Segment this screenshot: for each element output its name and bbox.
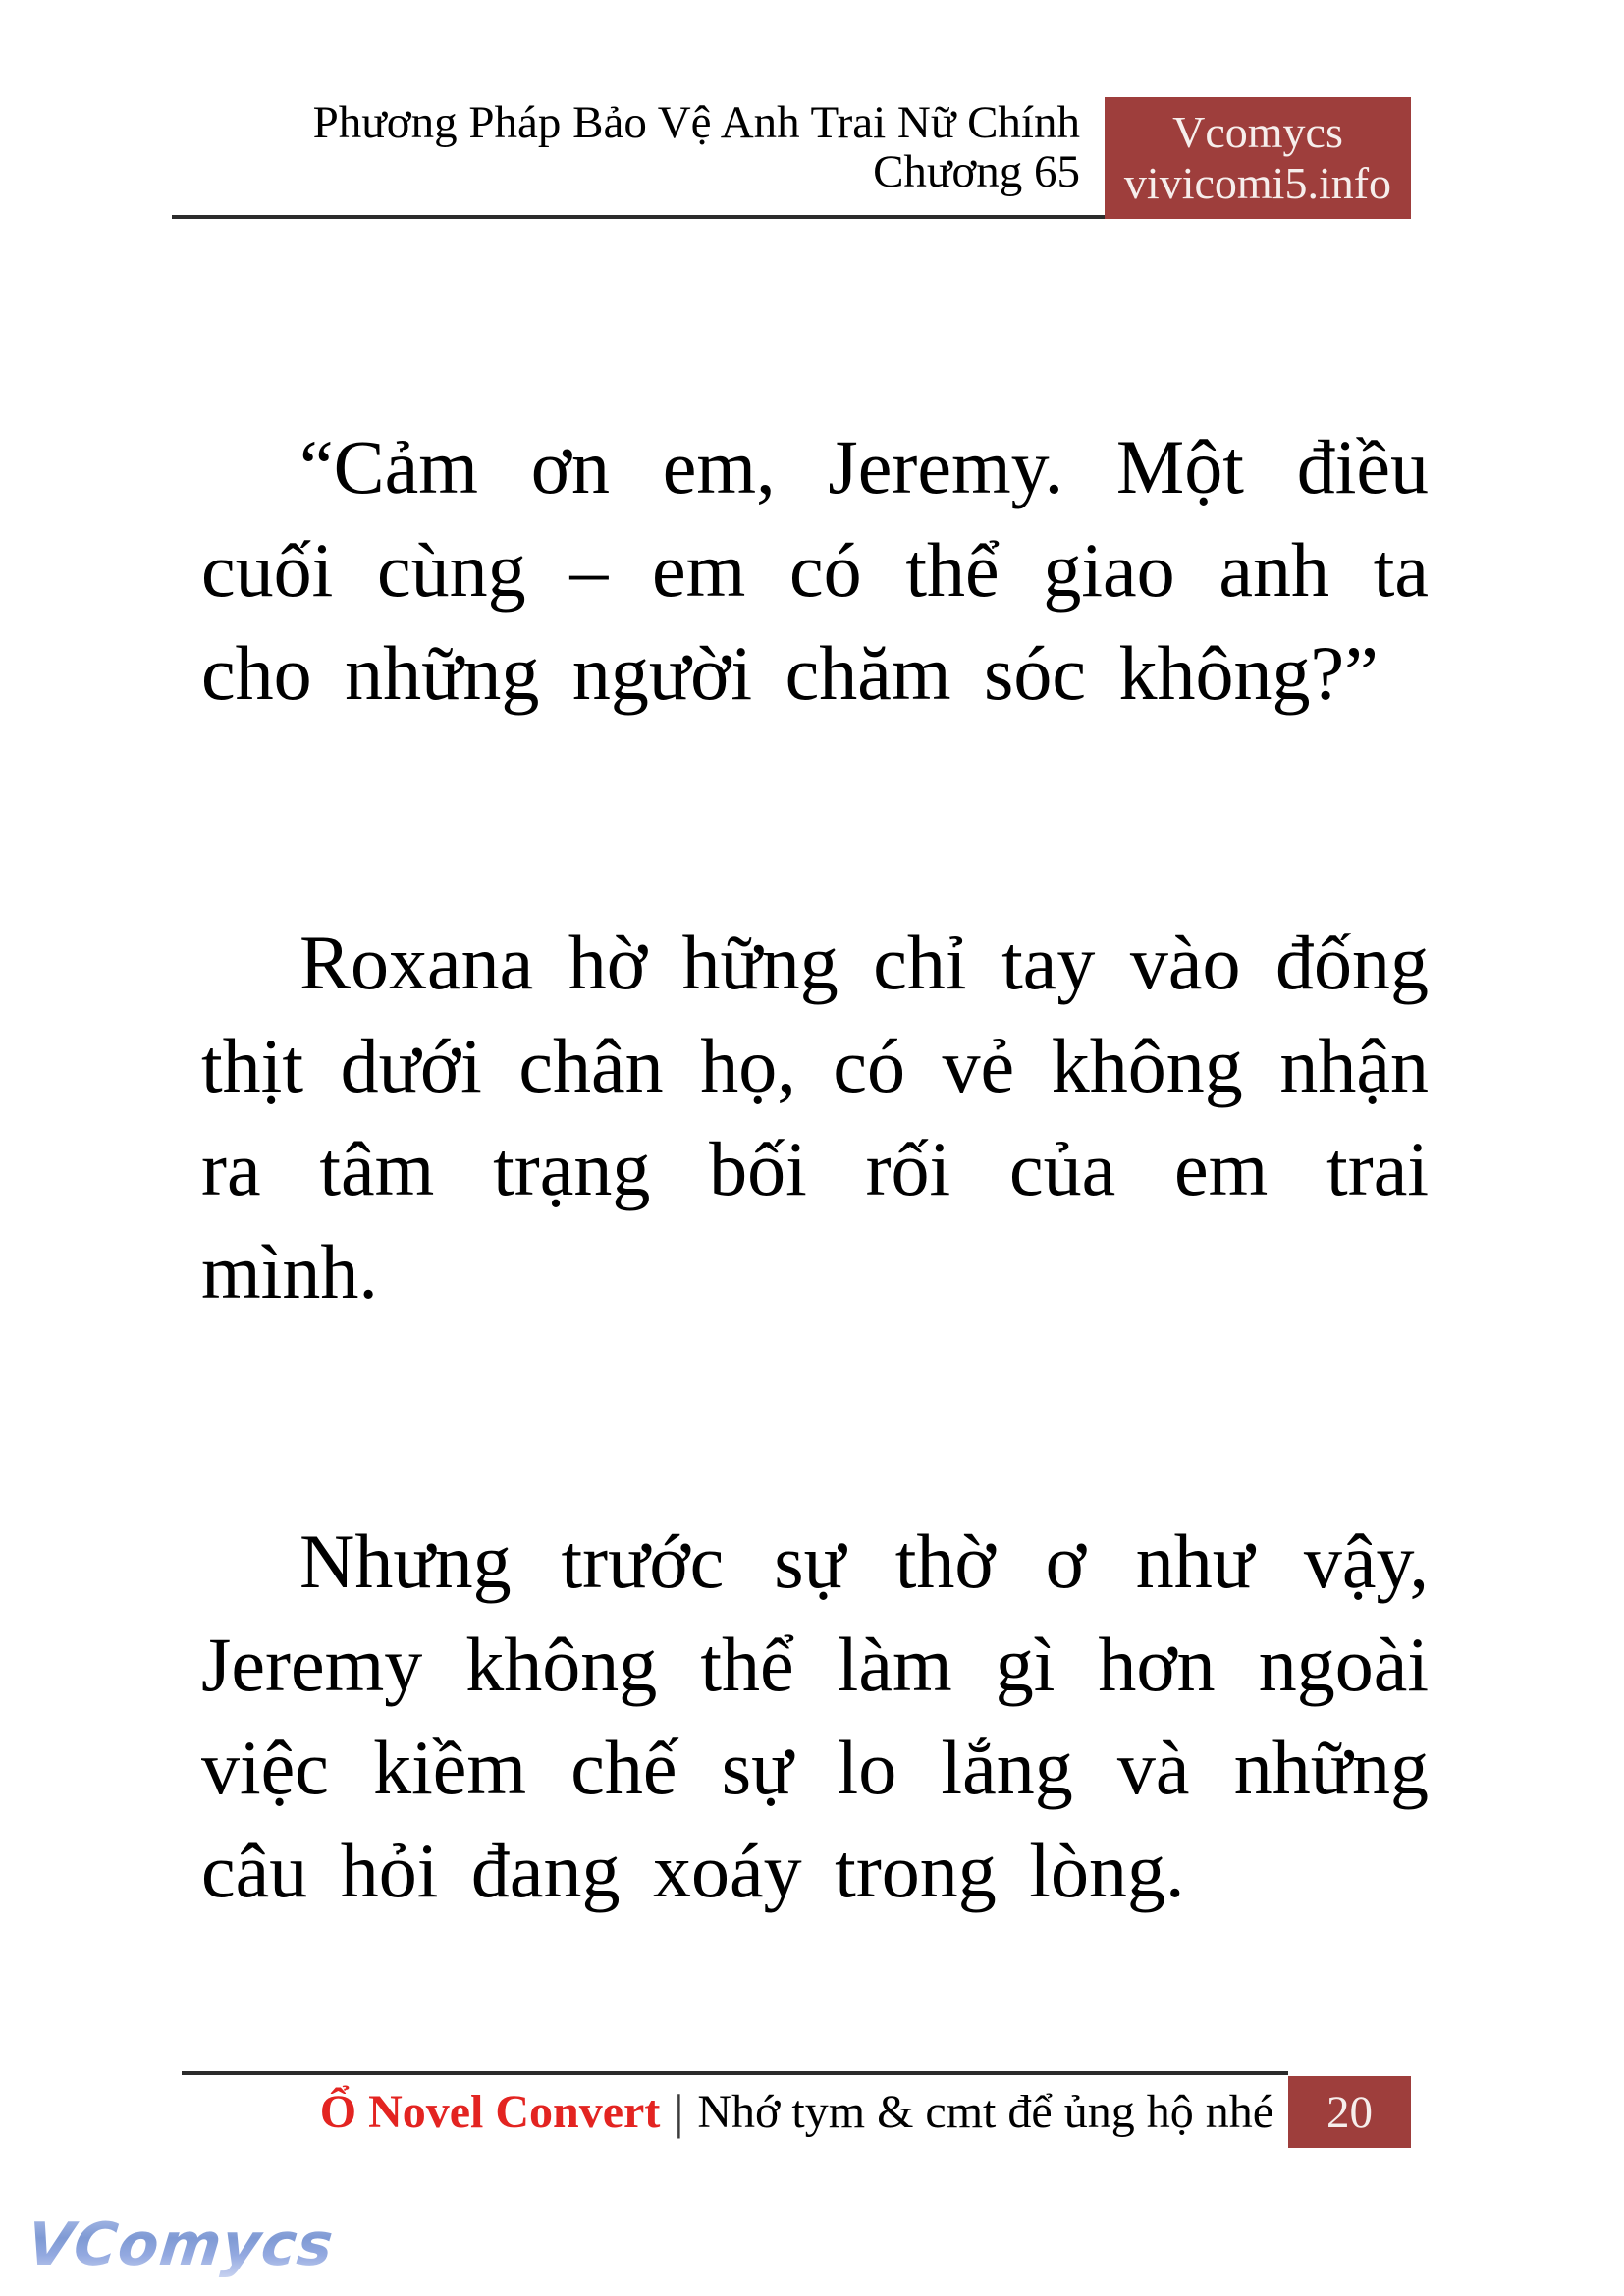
- paragraph-line: Nhưng trước sự thờ ơ như vậy,: [299, 1519, 1429, 1604]
- page-number-badge: [1288, 2076, 1411, 2148]
- footer-note: Nhớ tym & cmt để ủng hộ nhé: [697, 2085, 1273, 2138]
- paragraph-line: “Cảm ơn em, Jeremy. Một điều: [299, 424, 1429, 509]
- page-number: 20: [1326, 2086, 1373, 2138]
- paragraph-3: [201, 1510, 1429, 1922]
- vcomycs-logo: VComycs: [24, 2211, 338, 2279]
- paragraph-line: cuối cùng – em có thể giao anh ta: [201, 527, 1429, 613]
- paragraph-1: [201, 415, 1429, 724]
- paragraph-line: Roxana hờ hững chỉ tay vào đống: [299, 920, 1429, 1005]
- page-footer: [320, 2075, 1273, 2148]
- header-site-box: [1105, 97, 1411, 219]
- body-text: [201, 415, 1429, 1922]
- footer-separator: |: [674, 2084, 684, 2139]
- header-chapter: Chương 65: [873, 146, 1080, 197]
- site-box-url: vivicomi5.info: [1123, 158, 1392, 208]
- page-header: [313, 98, 1080, 196]
- paragraph-line: ra tâm trạng bối rối của em trai mình.: [201, 1126, 1429, 1314]
- site-box-name: Vcomycs: [1172, 107, 1343, 157]
- paragraph-2: [201, 911, 1429, 1323]
- paragraph-line: Jeremy không thể làm gì hơn ngoài: [201, 1622, 1429, 1707]
- paragraph-line: thịt dưới chân họ, có vẻ không nhận: [201, 1023, 1429, 1108]
- paragraph-line: cho những người chăm sóc không?”: [201, 630, 1379, 716]
- paragraph-line: câu hỏi đang xoáy trong lòng.: [201, 1828, 1185, 1913]
- footer-brand: Ổ Novel Convert: [319, 2085, 661, 2138]
- paragraph-line: việc kiềm chế sự lo lắng và những: [201, 1725, 1429, 1810]
- header-title: Phương Pháp Bảo Vệ Anh Trai Nữ Chính: [312, 97, 1080, 148]
